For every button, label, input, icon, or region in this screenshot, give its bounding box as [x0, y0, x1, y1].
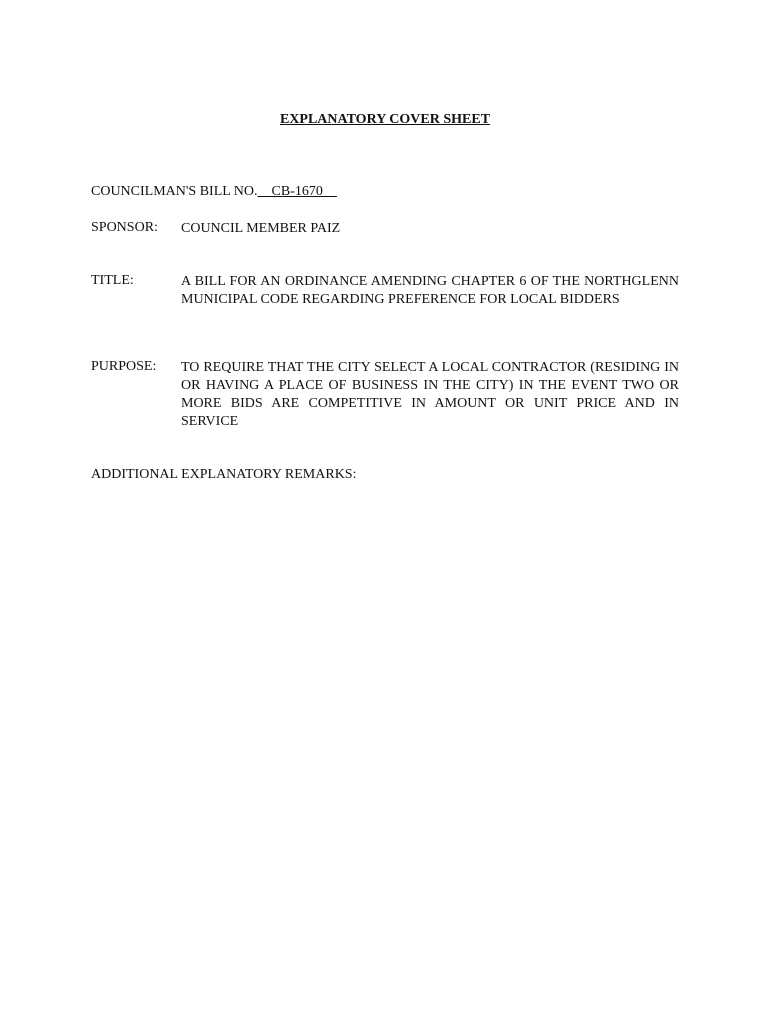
bill-number-line	[91, 184, 337, 200]
title-label: TITLE:	[91, 273, 134, 288]
sponsor-value: COUNCIL MEMBER PAIZ	[181, 221, 341, 236]
bill-number-label: COUNCILMAN'S BILL NO.	[91, 184, 258, 199]
document-heading: EXPLANATORY COVER SHEET	[279, 112, 491, 127]
bill-number-value: CB-1670	[257, 184, 337, 199]
additional-remarks-label: ADDITIONAL EXPLANATORY REMARKS:	[91, 467, 357, 482]
title-value: A BILL FOR AN ORDINANCE AMENDING CHAPTER 6 OF THE NORTHGLENN MUNICIPAL CODE REGARDING PREFERENCE FOR LOCAL BIDDERS	[181, 274, 679, 307]
sponsor-label: SPONSOR:	[91, 220, 158, 235]
purpose-value: TO REQUIRE THAT THE CITY SELECT A LOCAL CONTRACTOR (RESIDING IN OR HAVING A PLACE OF BUSINESS IN THE CITY) IN THE EVENT TWO OR MORE BIDS ARE COMPETITIVE IN AMOUNT OR UNIT PRICE AND IN SERVICE	[181, 360, 679, 429]
purpose-label: PURPOSE:	[91, 359, 157, 374]
